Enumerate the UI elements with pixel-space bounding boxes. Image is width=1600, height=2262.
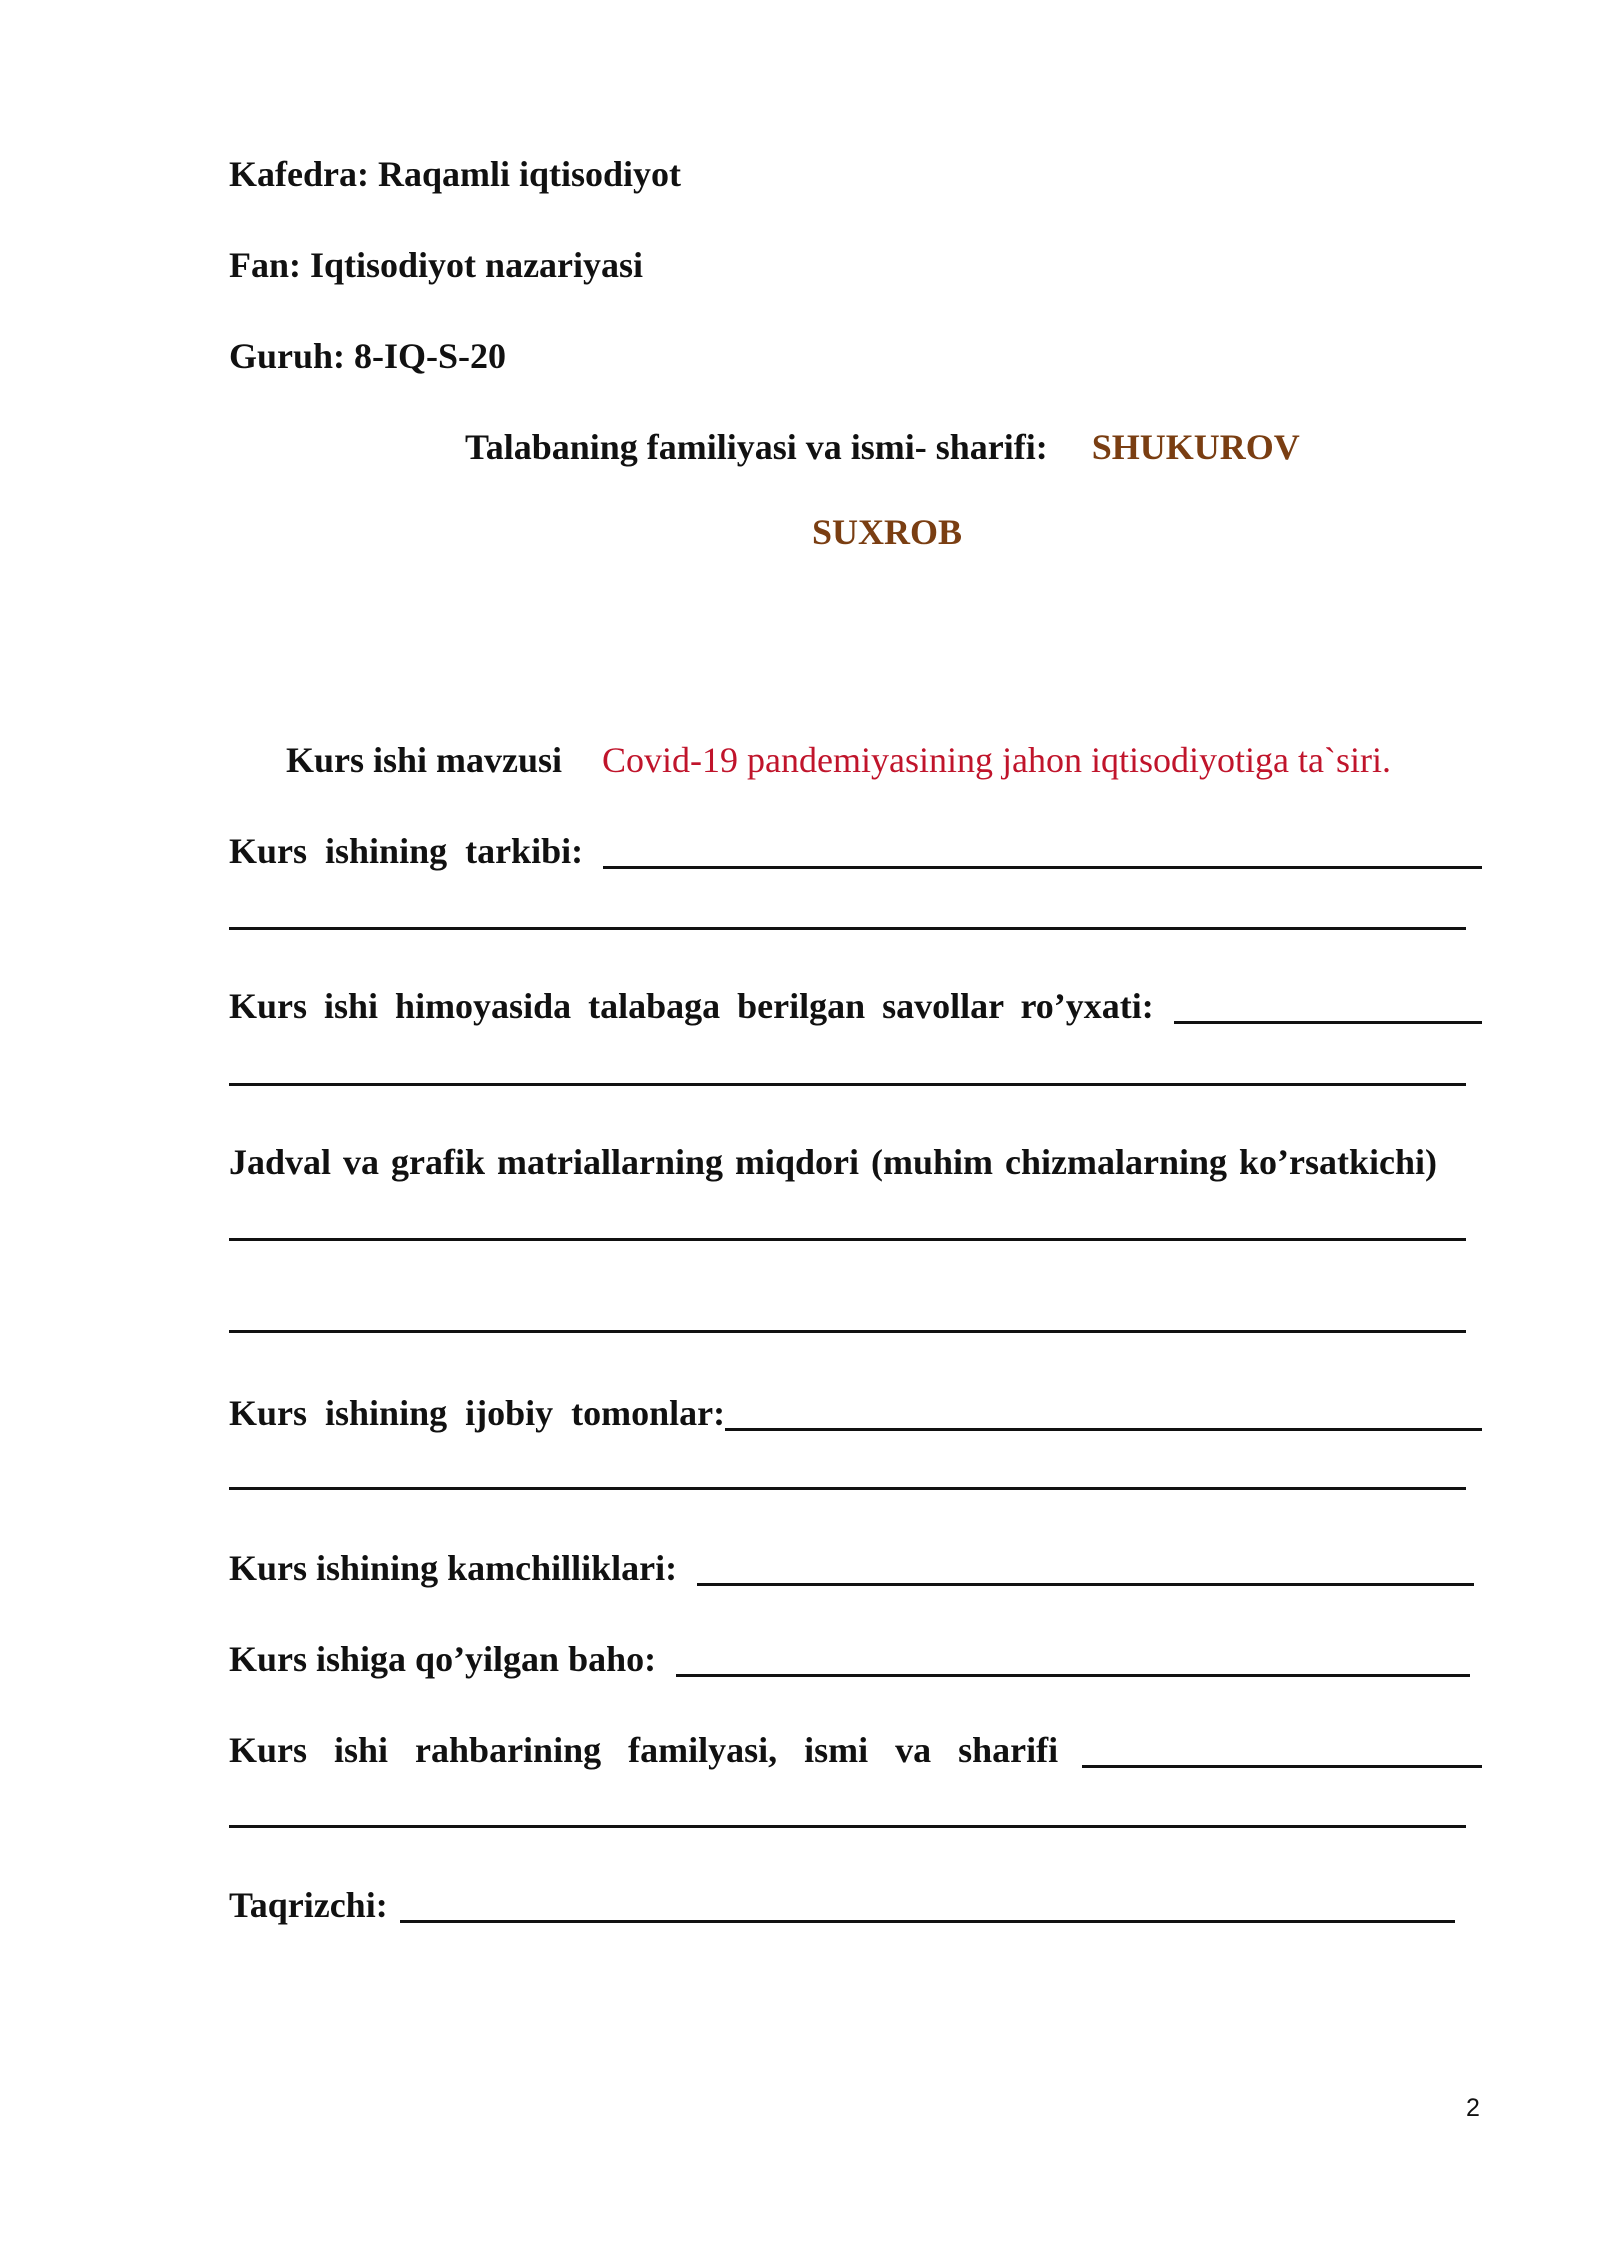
student-name-line xyxy=(465,425,1300,469)
kamchilliklari-row xyxy=(229,1546,1474,1590)
tarkibi-blank-line-2[interactable] xyxy=(229,927,1466,930)
kamchilliklari-blank[interactable] xyxy=(697,1551,1474,1586)
ijobiy-label: Kurs ishining ijobiy tomonlar: xyxy=(229,1393,726,1433)
page-number: 2 xyxy=(1466,2094,1480,2122)
kamchilliklari-label: Kurs ishining kamchilliklari: xyxy=(229,1548,678,1588)
ijobiy-blank[interactable] xyxy=(725,1396,1482,1431)
rahbar-label: Kurs ishi rahbarining familyasi, ismi va sharifi xyxy=(229,1730,1059,1770)
student-label: Talabaning familiyasi va ismi- sharifi: xyxy=(465,427,1048,467)
taqrizchi-blank[interactable] xyxy=(400,1888,1455,1923)
topic-value: Covid-19 pandemiyasining jahon iqtisodiyotiga ta`siri. xyxy=(602,740,1391,780)
rahbar-row xyxy=(229,1728,1482,1772)
taqrizchi-row xyxy=(229,1883,1455,1927)
jadval-blank-line-1[interactable] xyxy=(229,1238,1466,1241)
taqrizchi-label: Taqrizchi: xyxy=(229,1885,388,1925)
topic-label: Kurs ishi mavzusi xyxy=(286,740,563,780)
guruh-line: Guruh: 8-IQ-S-20 xyxy=(229,336,507,376)
rahbar-blank-line-2[interactable] xyxy=(229,1825,1466,1828)
baho-blank[interactable] xyxy=(676,1642,1470,1677)
kafedra-line: Kafedra: Raqamli iqtisodiyot xyxy=(229,154,682,194)
savollar-blank-line-2[interactable] xyxy=(229,1083,1466,1086)
ijobiy-blank-line-2[interactable] xyxy=(229,1487,1466,1490)
tarkibi-blank[interactable] xyxy=(603,834,1482,869)
student-firstname: SUXROB xyxy=(812,512,963,552)
baho-label: Kurs ishiga qo’yilgan baho: xyxy=(229,1639,657,1679)
jadval-label: Jadval va grafik matriallarning miqdori (muhim chizmalarning ko’rsatkichi) xyxy=(229,1142,1438,1182)
tarkibi-row xyxy=(229,829,1482,873)
jadval-blank-line-2[interactable] xyxy=(229,1330,1466,1333)
topic-line xyxy=(286,738,1391,782)
ijobiy-row xyxy=(229,1391,1482,1435)
baho-row xyxy=(229,1637,1470,1681)
savollar-row xyxy=(229,984,1482,1028)
savollar-label: Kurs ishi himoyasida talabaga berilgan savollar ro’yxati: xyxy=(229,986,1154,1026)
rahbar-blank[interactable] xyxy=(1082,1733,1482,1768)
tarkibi-label: Kurs ishining tarkibi: xyxy=(229,831,584,871)
savollar-blank[interactable] xyxy=(1174,989,1482,1024)
fan-line: Fan: Iqtisodiyot nazariyasi xyxy=(229,245,644,285)
student-surname: SHUKUROV xyxy=(1091,427,1300,467)
